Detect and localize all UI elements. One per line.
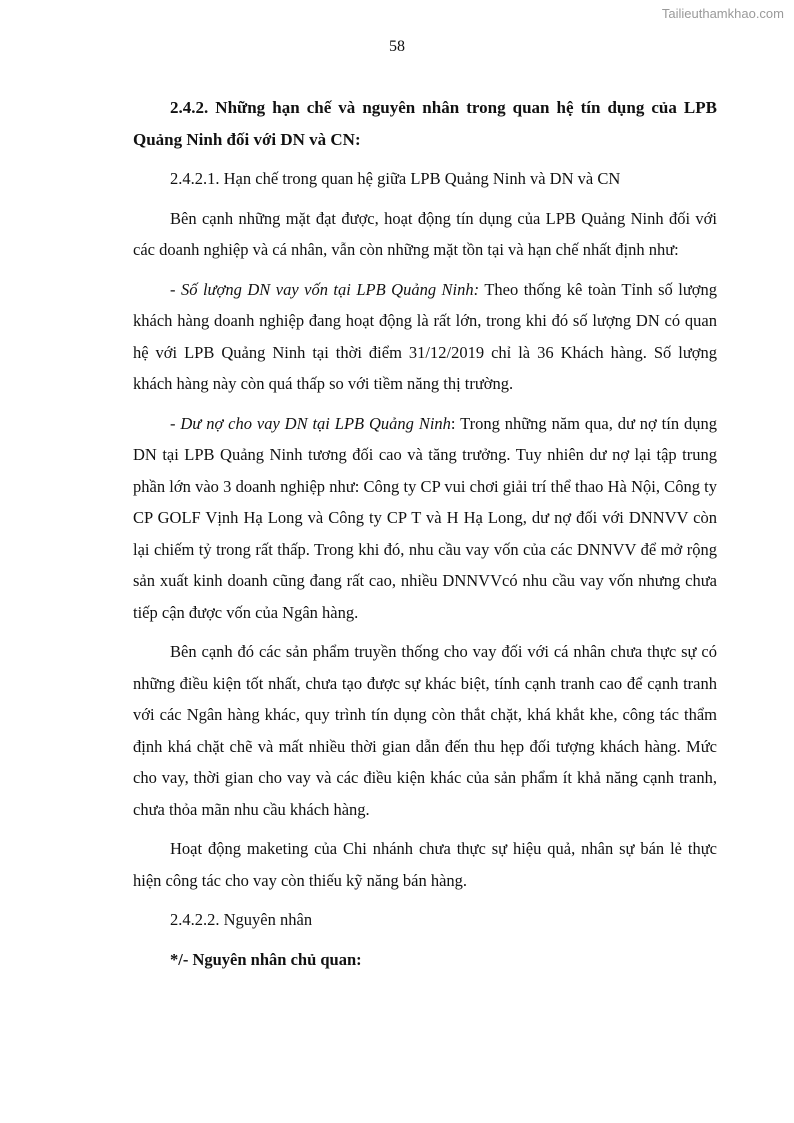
item-customer-count bbox=[133, 274, 717, 400]
subsection-heading-causes: 2.4.2.2. Nguyên nhân bbox=[170, 910, 313, 929]
item-loan-balance-lead: - Dư nợ cho vay DN tại LPB Quảng Ninh bbox=[170, 413, 451, 433]
products-paragraph: Bên cạnh đó các sản phẩm truyền thống cho vay đối với cá nhân chưa thực sự có những điều kiện tốt nhất, chưa tạo được sự khác biệt, tính cạnh tranh cao để cạnh tranh với các Ngân hàng khác, quy trình tín dụng còn thắt chặt, khá khắt khe, công tác thẩm định khá chặt chẽ và mất nhiều thời gian dẫn đến thu hẹp đối tượng khách hàng. Mức cho vay, thời gian cho vay và các điều kiện khác của sản phẩm ít khả năng cạnh tranh, chưa thỏa mãn nhu cầu khách hàng. bbox=[133, 642, 717, 819]
item-customer-count-body: Theo thống kê toàn Tỉnh số lượng khách hàng doanh nghiệp đang hoạt động là rất lớn, trong khi đó số lượng DN có quan hệ với LPB Quảng Ninh tại thời điểm 31/12/2019 chỉ là 36 Khách hàng. Số lượng khách hàng này còn quá thấp so với tiềm năng thị trường. bbox=[133, 279, 717, 393]
section-heading: 2.4.2. Những hạn chế và nguyên nhân trong quan hệ tín dụng của LPB Quảng Ninh đối với DN và CN: bbox=[133, 98, 717, 149]
marketing-paragraph: Hoạt động maketing của Chi nhánh chưa thực sự hiệu quả, nhân sự bán lẻ thực hiện công tác cho vay còn thiếu kỹ năng bán hàng. bbox=[133, 839, 717, 890]
page-number: 58 bbox=[389, 38, 405, 55]
subjective-causes-heading: */- Nguyên nhân chủ quan: bbox=[170, 949, 362, 969]
watermark: Tailieuthamkhao.com bbox=[661, 6, 784, 21]
document-body bbox=[133, 92, 717, 983]
item-loan-balance bbox=[133, 408, 717, 629]
item-customer-count-lead: - Số lượng DN vay vốn tại LPB Quảng Ninh: bbox=[170, 279, 480, 299]
item-loan-balance-body: : Trong những năm qua, dư nợ tín dụng DN tại LPB Quảng Ninh tương đối cao và tăng trưởng. Tuy nhiên dư nợ lại tập trung phần lớn vào 3 doanh nghiệp như: Công ty CP vui chơi giải trí thể thao Hà Nội, Công ty CP GOLF Vịnh Hạ Long và Công ty CP T và H Hạ Long, dư nợ đối với DNNVV còn lại chiếm tỷ trong rất thấp. Trong khi đó, nhu cầu vay vốn của các DNNVV để mở rộng sản xuất kinh doanh cũng đang rất cao, nhiều DNNVVcó nhu cầu vay vốn nhưng chưa tiếp cận được vốn của Ngân hàng. bbox=[133, 413, 717, 622]
subsection-heading-limitations: 2.4.2.1. Hạn chế trong quan hệ giữa LPB Quảng Ninh và DN và CN bbox=[170, 169, 621, 188]
intro-paragraph: Bên cạnh những mặt đạt được, hoạt động tín dụng của LPB Quảng Ninh đối với các doanh nghiệp và cá nhân, vẫn còn những mặt tồn tại và hạn chế nhất định như: bbox=[133, 208, 717, 259]
